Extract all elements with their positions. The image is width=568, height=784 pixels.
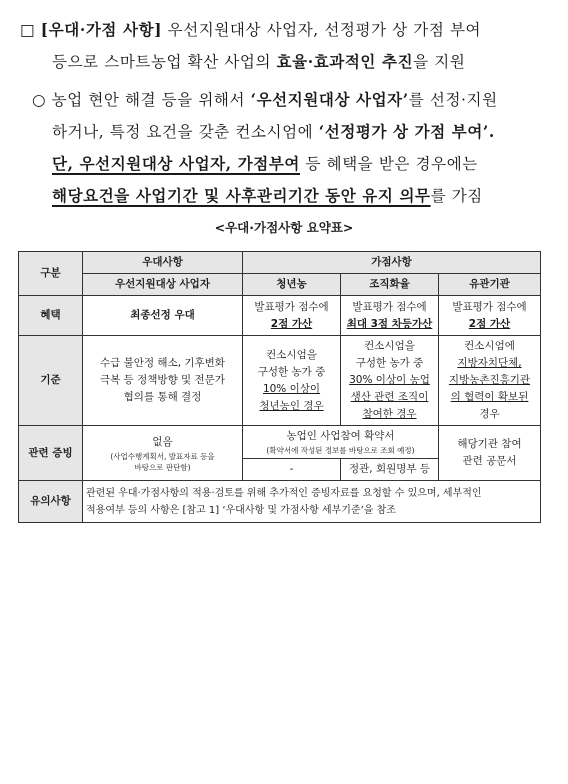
- proof-pref-note-2: 바탕으로 판단함): [134, 462, 191, 472]
- notes-line-2: 적용여부 등의 사항은 [참고 1] ‘우대사항 및 가점사항 세부기준’을 참조: [86, 504, 396, 516]
- benefit-organization: [341, 296, 439, 336]
- criteria-org-line-1: 컨소시엄을: [364, 340, 415, 352]
- notes-line-1: 관련된 우대·가점사항의 적용·검토를 위해 추가적인 증빙자료를 요청할 수 있으며, 세부적인: [86, 487, 482, 499]
- table-header-row-1: [19, 252, 541, 274]
- proof-bonus: [243, 426, 439, 459]
- p2-line1-end: 를 선정·지원: [408, 91, 498, 109]
- criteria-youth-line-1: 컨소시엄을: [266, 348, 317, 361]
- section-heading: [우대·가점 사항]: [40, 20, 163, 39]
- criteria-org-line-2: 구성한 농가 중: [355, 357, 424, 369]
- benefit-youth: [243, 296, 341, 336]
- criteria-youth-line-4: 청년농인 경우: [259, 399, 324, 412]
- row-label-proof: 관련 증빙: [19, 426, 83, 481]
- p2-line3-text: 등 혜택을 받은 경우에는: [300, 155, 478, 173]
- benefit-org-line-1: 발표평가 점수에: [352, 300, 427, 313]
- criteria-org-line-3: 30% 이상이 농업: [349, 374, 430, 386]
- benefit-org-line-2: 최대 3점 차등가산: [346, 317, 433, 330]
- criteria-organization: [341, 336, 439, 426]
- paragraph-2-line-1: [32, 88, 498, 110]
- header-preference: 우대사항: [83, 252, 243, 274]
- p1-line2-bold: 효율·효과적인 추진: [276, 52, 414, 71]
- criteria-youth: [243, 336, 341, 426]
- table-row-criteria: [19, 336, 541, 426]
- criteria-agency-line-1: 컨소시엄에: [464, 340, 515, 352]
- paragraph-2-line-4: [52, 184, 483, 206]
- benefit-agency: [439, 296, 541, 336]
- header-youth: 청년농: [243, 274, 341, 296]
- benefit-youth-line-1: 발표평가 점수에: [254, 300, 329, 313]
- proof-youth-extra: -: [243, 459, 341, 481]
- criteria-pref-line-1: 수급 불안정 해소, 기후변화: [100, 357, 225, 369]
- criteria-youth-line-3: 10% 이상이: [262, 382, 321, 395]
- criteria-org-line-5: 참여한 경우: [362, 408, 417, 420]
- summary-table: [18, 251, 541, 523]
- header-agency: 유관기관: [439, 274, 541, 296]
- proof-agency-line-1: 해당기관 참여: [457, 438, 522, 450]
- p2-line3-underlined: 단, 우선지원대상 사업자, 가점부여: [52, 154, 301, 173]
- row-label-benefit: 혜택: [19, 296, 83, 336]
- p1-line1-text: 우선지원대상 사업자, 선정평가 상 가점 부여: [162, 21, 482, 39]
- proof-preference: [83, 426, 243, 481]
- criteria-org-line-4: 생산 관련 조직이: [350, 391, 429, 403]
- proof-pref-text: 없음: [152, 435, 173, 448]
- criteria-preference: [83, 336, 243, 426]
- p2-line2-bold: ‘선정평가 상 가점 부여’.: [318, 122, 495, 141]
- proof-agency: [439, 426, 541, 481]
- header-bonus: 가점사항: [243, 252, 541, 274]
- benefit-preference: 최종선정 우대: [83, 296, 243, 336]
- paragraph-2-line-2: [52, 120, 495, 142]
- proof-bonus-text: 농업인 사업참여 확약서: [286, 430, 395, 442]
- benefit-agency-line-2: 2점 가산: [468, 317, 511, 330]
- criteria-youth-line-2: 구성한 농가 중: [257, 365, 326, 378]
- criteria-pref-line-2: 극복 등 정책방향 및 전문가: [100, 374, 225, 386]
- checkbox-bullet-icon: □: [20, 21, 36, 39]
- circle-bullet-icon: ○: [32, 91, 47, 109]
- table-row-benefit: [19, 296, 541, 336]
- criteria-agency-line-5: 경우: [479, 408, 500, 420]
- criteria-pref-line-3: 협의를 통해 결정: [123, 391, 202, 403]
- header-priority: 우선지원대상 사업자: [83, 274, 243, 296]
- paragraph-2-line-3: [52, 152, 478, 174]
- paragraph-1-line-2: [52, 50, 465, 72]
- proof-bonus-note: (확약서에 작성된 정보를 바탕으로 조회 예정): [266, 446, 415, 455]
- row-label-notes: 유의사항: [19, 481, 83, 523]
- p2-line1-bold: ‘우선지원대상 사업자’: [250, 90, 409, 109]
- table-header-row-2: [19, 274, 541, 296]
- criteria-agency-line-3: 지방농촌진흥기관: [448, 374, 531, 386]
- header-category: 구분: [19, 252, 83, 296]
- p2-line4-text: 를 가짐: [430, 187, 483, 205]
- paragraph-1-line-1: [20, 18, 481, 40]
- row-label-criteria: 기준: [19, 336, 83, 426]
- p1-line2-text: 등으로 스마트농업 확산 사업의: [52, 53, 277, 71]
- p2-line2-text: 하거나, 특정 요건을 갖춘 컨소시엄에: [52, 123, 319, 141]
- p2-line4-underlined: 해당요건을 사업기간 및 사후관리기간 동안 유지 의무: [52, 186, 431, 205]
- table-title: <우대·가점사항 요약표>: [214, 220, 354, 235]
- proof-pref-note-1: (사업수행계획서, 발표자료 등을: [110, 451, 215, 461]
- table-row-proof-1: [19, 426, 541, 459]
- p2-line1-text: 농업 현안 해결 등을 위해서: [51, 91, 251, 109]
- criteria-agency-line-2: 지방자치단체,: [457, 357, 522, 369]
- criteria-agency-line-4: 의 협력이 확보된: [450, 391, 529, 403]
- p1-line2-end: 을 지원: [413, 53, 466, 71]
- proof-org-extra: 정관, 회원명부 등: [341, 459, 439, 481]
- proof-agency-line-2: 관련 공문서: [462, 455, 517, 467]
- notes-text: [83, 481, 541, 523]
- header-organization: 조직화율: [341, 274, 439, 296]
- benefit-agency-line-1: 발표평가 점수에: [452, 300, 527, 313]
- table-row-notes: [19, 481, 541, 523]
- benefit-youth-line-2: 2점 가산: [270, 317, 313, 330]
- criteria-agency: [439, 336, 541, 426]
